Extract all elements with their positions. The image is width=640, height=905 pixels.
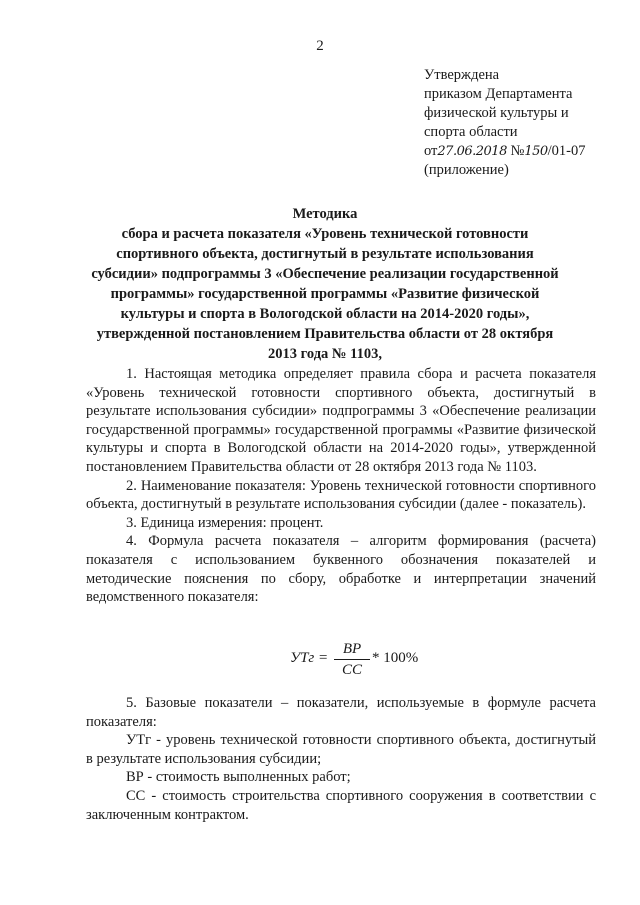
title-line: программы» государственной программы «Развитие физической bbox=[110, 286, 540, 302]
paragraph-6: УТг - уровень технической готовности спортивного объекта, достигнутый в результате использования субсидии; bbox=[86, 732, 596, 767]
formula-numerator: ВР bbox=[342, 641, 362, 657]
title-line: сбора и расчета показателя «Уровень технической готовности bbox=[121, 226, 529, 242]
title-line: Методика bbox=[292, 206, 358, 222]
paragraph-8: СС - стоимость строительства спортивного сооружения в соответствии с заключенным контрактом. bbox=[86, 787, 596, 823]
paragraph-3: 3. Единица измерения: процент. bbox=[126, 514, 324, 531]
approval-stamp bbox=[424, 66, 624, 180]
formula-fraction bbox=[334, 640, 370, 679]
paragraph-5: 5. Базовые показатели – показатели, используемые в формуле расчета показателя: bbox=[86, 695, 596, 730]
approval-from: от bbox=[424, 143, 438, 159]
title-line: 2013 года № 1103, bbox=[268, 346, 382, 362]
formula-denominator: СС bbox=[341, 662, 362, 678]
paragraph-1: 1. Настоящая методика определяет правила сбора и расчета показателя «Уровень технической готовности спортивного объекта, достигнутый в результате использования субсидии» подпрограммы 3 «Обеспечение реализации государственной программы» государственной программы «Развитие физической культуры и спорта в Вологодской области на 2014-2020 годы», утвержденной постановлением Правительства области от 28 октября 2013 года № 1103. bbox=[86, 366, 596, 475]
formula-lhs: УТг = bbox=[290, 650, 329, 666]
formula bbox=[290, 640, 450, 680]
approval-line: приказом Департамента bbox=[424, 86, 573, 102]
paragraph-7: ВР - стоимость выполненных работ; bbox=[126, 769, 351, 786]
approval-order-line bbox=[424, 142, 624, 161]
approval-number-sign: № bbox=[510, 143, 525, 159]
handwritten-number: 150 bbox=[524, 144, 548, 159]
title-line: утвержденной постановлением Правительства области от 28 октября bbox=[96, 326, 554, 342]
approval-line: физической культуры и bbox=[424, 105, 569, 121]
handwritten-date: 27.06.2018 bbox=[437, 144, 507, 159]
document-title bbox=[70, 204, 580, 364]
approval-number-suffix: /01-07 bbox=[547, 143, 586, 159]
fraction-bar bbox=[334, 659, 370, 660]
approval-line: Утверждена bbox=[424, 67, 500, 83]
title-line: спортивного объекта, достигнутый в результате использования bbox=[116, 246, 534, 262]
title-line: культуры и спорта в Вологодской области на 2014-2020 годы», bbox=[120, 306, 530, 322]
title-line: субсидии» подпрограммы 3 «Обеспечение реализации государственной bbox=[91, 266, 559, 282]
body-section-1 bbox=[86, 365, 596, 607]
approval-line: спорта области bbox=[424, 124, 518, 140]
approval-line: (приложение) bbox=[424, 162, 509, 178]
page-number: 2 bbox=[316, 38, 324, 54]
paragraph-4: 4. Формула расчета показателя – алгоритм формирования (расчета) показателя с использованием буквенного обозначения показателей и методические пояснения по сбору, обработке и интерпретации значений ведомственного показателя: bbox=[86, 533, 596, 606]
body-section-2 bbox=[86, 694, 596, 824]
paragraph-2: 2. Наименование показателя: Уровень технической готовности спортивного объекта, достигнутый в результате использования субсидии (далее - показатель). bbox=[86, 477, 596, 513]
formula-rhs: * 100% bbox=[372, 650, 419, 666]
